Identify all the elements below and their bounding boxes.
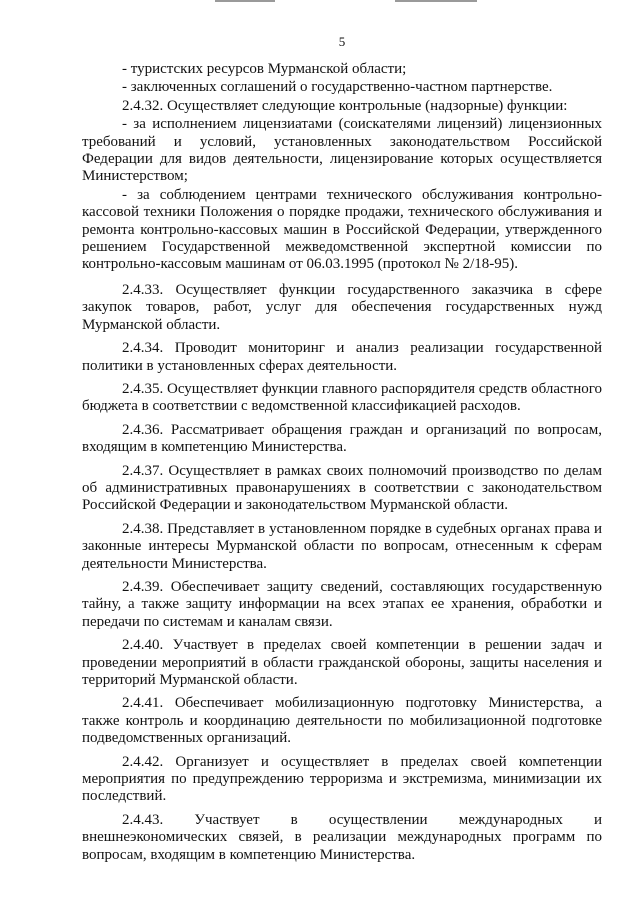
page-number: 5 (338, 34, 346, 49)
clause-2-4-39: 2.4.39. Обеспечивает защиту сведений, составляющих государственную тайну, а также защиту информации на всех этапах ее хранения, обработки и передачи по системам и каналам связи. (82, 578, 602, 630)
clause-2-4-35: 2.4.35. Осуществляет функции главного распорядителя средств областного бюджета в соответствии с ведомственной классификацией расходов. (82, 380, 602, 415)
clause-2-4-37: 2.4.37. Осуществляет в рамках своих полномочий производство по делам об административных правонарушениях в соответствии с законодательством Российской Федерации и законодательством Мурманской области. (82, 462, 602, 514)
clause-2-4-42: 2.4.42. Организует и осуществляет в пределах своей компетенции мероприятия по предупреждению терроризма и экстремизма, минимизации их последствий. (82, 753, 602, 805)
clause-2-4-43: 2.4.43. Участвует в осуществлении международных и внешнеэкономических связей, в реализации международных программ по вопросам, входящим в компетенцию Министерства. (82, 811, 602, 863)
top-edge-rule-right (395, 0, 477, 2)
clause-2-4-41: 2.4.41. Обеспечивает мобилизационную подготовку Министерства, а также контроль и координацию деятельности по мобилизационной подготовке подведомственных организаций. (82, 695, 602, 747)
list-item-tourist-resources: - туристских ресурсов Мурманской области; (122, 61, 407, 77)
clause-2-4-40: 2.4.40. Участвует в пределах своей компетенции в решении задач и проведении мероприятий в области гражданской обороны, защиты населения и территорий Мурманской области. (82, 637, 602, 688)
clause-2-4-38: 2.4.38. Представляет в установленном порядке в судебных органах права и законные интересы Мурманской области по вопросам, отнесенным к сферам деятельности Министерства. (82, 520, 602, 572)
clause-2-4-36: 2.4.36. Рассматривает обращения граждан и организаций по вопросам, входящим в компетенцию Министерства. (82, 421, 602, 456)
list-item-cash-register-control: - за соблюдением центрами технического обслуживания контрольно-кассовой техники Положения о порядке продажи, технического обслуживания и ремонта контрольно-кассовых машин в Российской Федерации, утвержденного решением Государственной межведомственной экспертной комиссии по контрольно-кассовым машинам от 06.03.1995 (протокол № 2/18-95). (82, 186, 602, 273)
document-page (82, 33, 602, 870)
list-item-licensing-control: - за исполнением лицензиатами (соискателями лицензий) лицензионных требований и условий, установленных законодательством Российской Федерации для видов деятельности, лицензирование которых осуществляется Министерством; (82, 116, 602, 185)
clause-2-4-33: 2.4.33. Осуществляет функции государственного заказчика в сфере закупок товаров, работ, услуг для обеспечения государственных нужд Мурманской области. (82, 281, 602, 333)
clause-2-4-32: 2.4.32. Осуществляет следующие контрольные (надзорные) функции: (122, 97, 568, 114)
list-item-ppp-agreements: - заключенных соглашений о государственно-частном партнерстве. (122, 79, 553, 96)
top-edge-rule-left (215, 0, 275, 2)
clause-2-4-34: 2.4.34. Проводит мониторинг и анализ реализации государственной политики в установленных сферах деятельности. (82, 340, 602, 374)
